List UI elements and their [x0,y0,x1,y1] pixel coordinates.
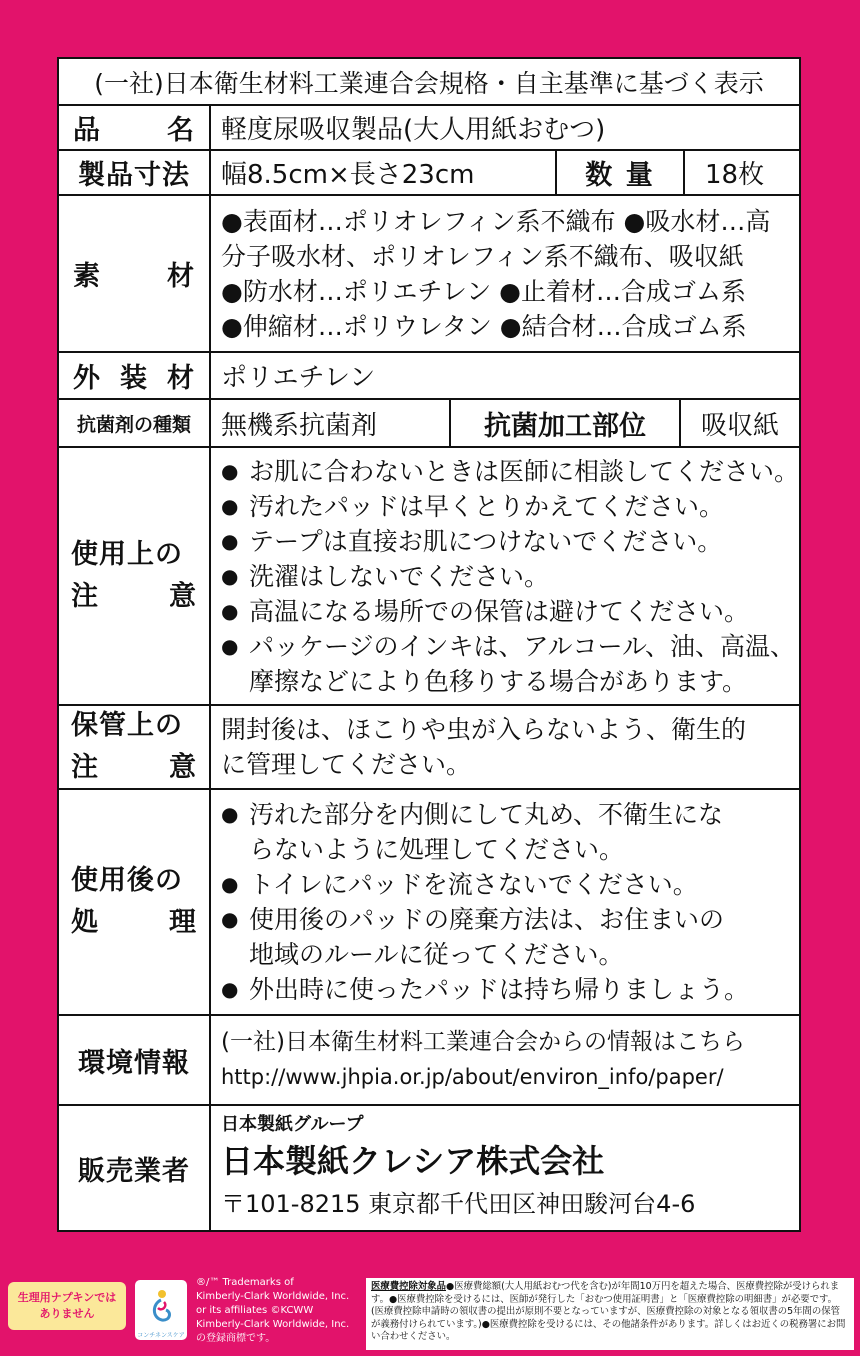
medical-deduction-text: ●医療費総額(大人用紙おむつ代を含む)が年間10万円を超えた場合、医療費控除が受けられます。●医療費控除を受けるには、医師が発行した「おむつ使用証明書」と「医療費控除の明細書」が必要です。(医療費控除申請時の領収書の提出が原則不要となっていますが、医療費控除の対象となる領収書の5年間の保管が義務付けられています。)●医療費控除を受けるには、その他諸条件があります。詳しくはお近くの税務署にお問い合わせください。 [371,1281,846,1342]
antibacterial-header: 抗菌剤の種類 [59,400,211,446]
antibacterial-part-value: 吸収紙 [679,400,799,446]
seller-info [211,1106,799,1230]
list-item: ● テープは直接お肌につけないでください。 [221,526,723,556]
materials-line: 分子吸水材、ポリオレフィン系不織布、吸収紙 [221,241,744,271]
table-title: (一社)日本衛生材料工業連合会規格・自主基準に基づく表示 [94,68,764,98]
usage-caution-header: 使用上の 注 意 [59,448,211,704]
list-item: ● 使用後のパッドの廃棄方法は、お住まいの [221,905,725,934]
dimensions-row [59,149,799,194]
antibacterial-row [59,398,799,446]
seller-group: 日本製紙グループ [221,1114,364,1135]
table-title-row [59,59,799,104]
trademark-notice: ®/™ Trademarks of Kimberly-Clark Worldwide, Inc. or its affiliates ©KCWW Kimberly-Clark Worldwide, Inc. の登録商標です。 [196,1277,350,1344]
list-item: ● 高温になる場所での保管は避けてください。 [221,596,750,626]
medical-deduction-notice [366,1278,854,1350]
quantity-header: 数 量 [555,151,683,194]
usage-caution-list [211,448,807,704]
continence-care-mark: コンチネンスケア [135,1280,187,1340]
seller-company: 日本製紙クレシア株式会社 [221,1142,605,1180]
list-item-continuation: 地域のルールに従ってください。 [249,940,624,969]
environment-info: (一社)日本衛生材料工業連合会からの情報はこちら http://www.jhpia.or.jp/about/environ_info/paper/ [211,1016,799,1104]
outer-material-row [59,351,799,398]
outer-material-value: ポリエチレン [221,363,376,393]
storage-caution-header: 保管上の 注 意 [59,706,211,788]
continence-care-icon [146,1288,176,1324]
disposal-header: 使用後の 処 理 [59,790,211,1014]
footer [0,1270,860,1356]
antibacterial-part-header: 抗菌加工部位 [449,400,679,446]
list-item-continuation: らないように処理してください。 [249,835,625,864]
quantity-value: 18枚 [683,151,799,194]
materials-row [59,194,799,351]
environment-header: 環境情報 [59,1016,211,1104]
product-label-table [57,57,801,1232]
dimensions-value: 幅8.5cm×長さ23cm [221,160,475,190]
materials-header: 素 材 [59,196,211,351]
antibacterial-value: 無機系抗菌剤 [221,410,378,441]
list-item: ● パッケージのインキは、アルコール、油、高温、 [221,631,796,661]
storage-caution-row [59,704,799,788]
list-item: ● トイレにパッドを流さないでください。 [221,870,698,899]
materials-line: ●表面材…ポリオレフィン系不織布 ●吸水材…高 [221,206,771,236]
environment-url[interactable]: http://www.jhpia.or.jp/about/environ_info/paper/ [221,1065,724,1089]
product-name-value: 軽度尿吸収製品(大人用紙おむつ) [221,115,606,145]
seller-address: 〒101-8215 東京都千代田区神田駿河台4-6 [221,1190,696,1218]
list-item-continuation: 摩擦などにより色移りする場合があります。 [249,666,748,696]
seller-row [59,1104,799,1230]
dimensions-header: 製品寸法 [59,151,211,194]
materials-list [211,196,799,351]
not-sanitary-napkin-notice: 生理用ナプキンでは ありません [8,1282,126,1330]
disposal-list [211,790,799,1014]
list-item: ● 汚れたパッドは早くとりかえてください。 [221,491,725,521]
disposal-row [59,788,799,1014]
product-name-row [59,104,799,149]
usage-caution-row [59,446,799,704]
product-name-header: 品 名 [59,106,211,149]
storage-caution-text: 開封後は、ほこりや虫が入らないよう、衛生的 に管理してください。 [221,715,747,779]
environment-row [59,1014,799,1104]
list-item: ● お肌に合わないときは医師に相談してください。 [221,456,800,486]
list-item: ● 汚れた部分を内側にして丸め、不衛生にな [221,800,724,829]
list-item: ● 洗濯はしないでください。 [221,561,550,591]
materials-line: ●伸縮材…ポリウレタン ●結合材…合成ゴム系 [221,311,747,341]
medical-deduction-heading: 医療費控除対象品 [371,1281,447,1292]
seller-header: 販売業者 [59,1106,211,1230]
outer-material-header: 外 装 材 [59,353,211,398]
materials-line: ●防水材…ポリエチレン ●止着材…合成ゴム系 [221,276,746,306]
list-item: ● 外出時に使ったパッドは持ち帰りましょう。 [221,975,750,1004]
